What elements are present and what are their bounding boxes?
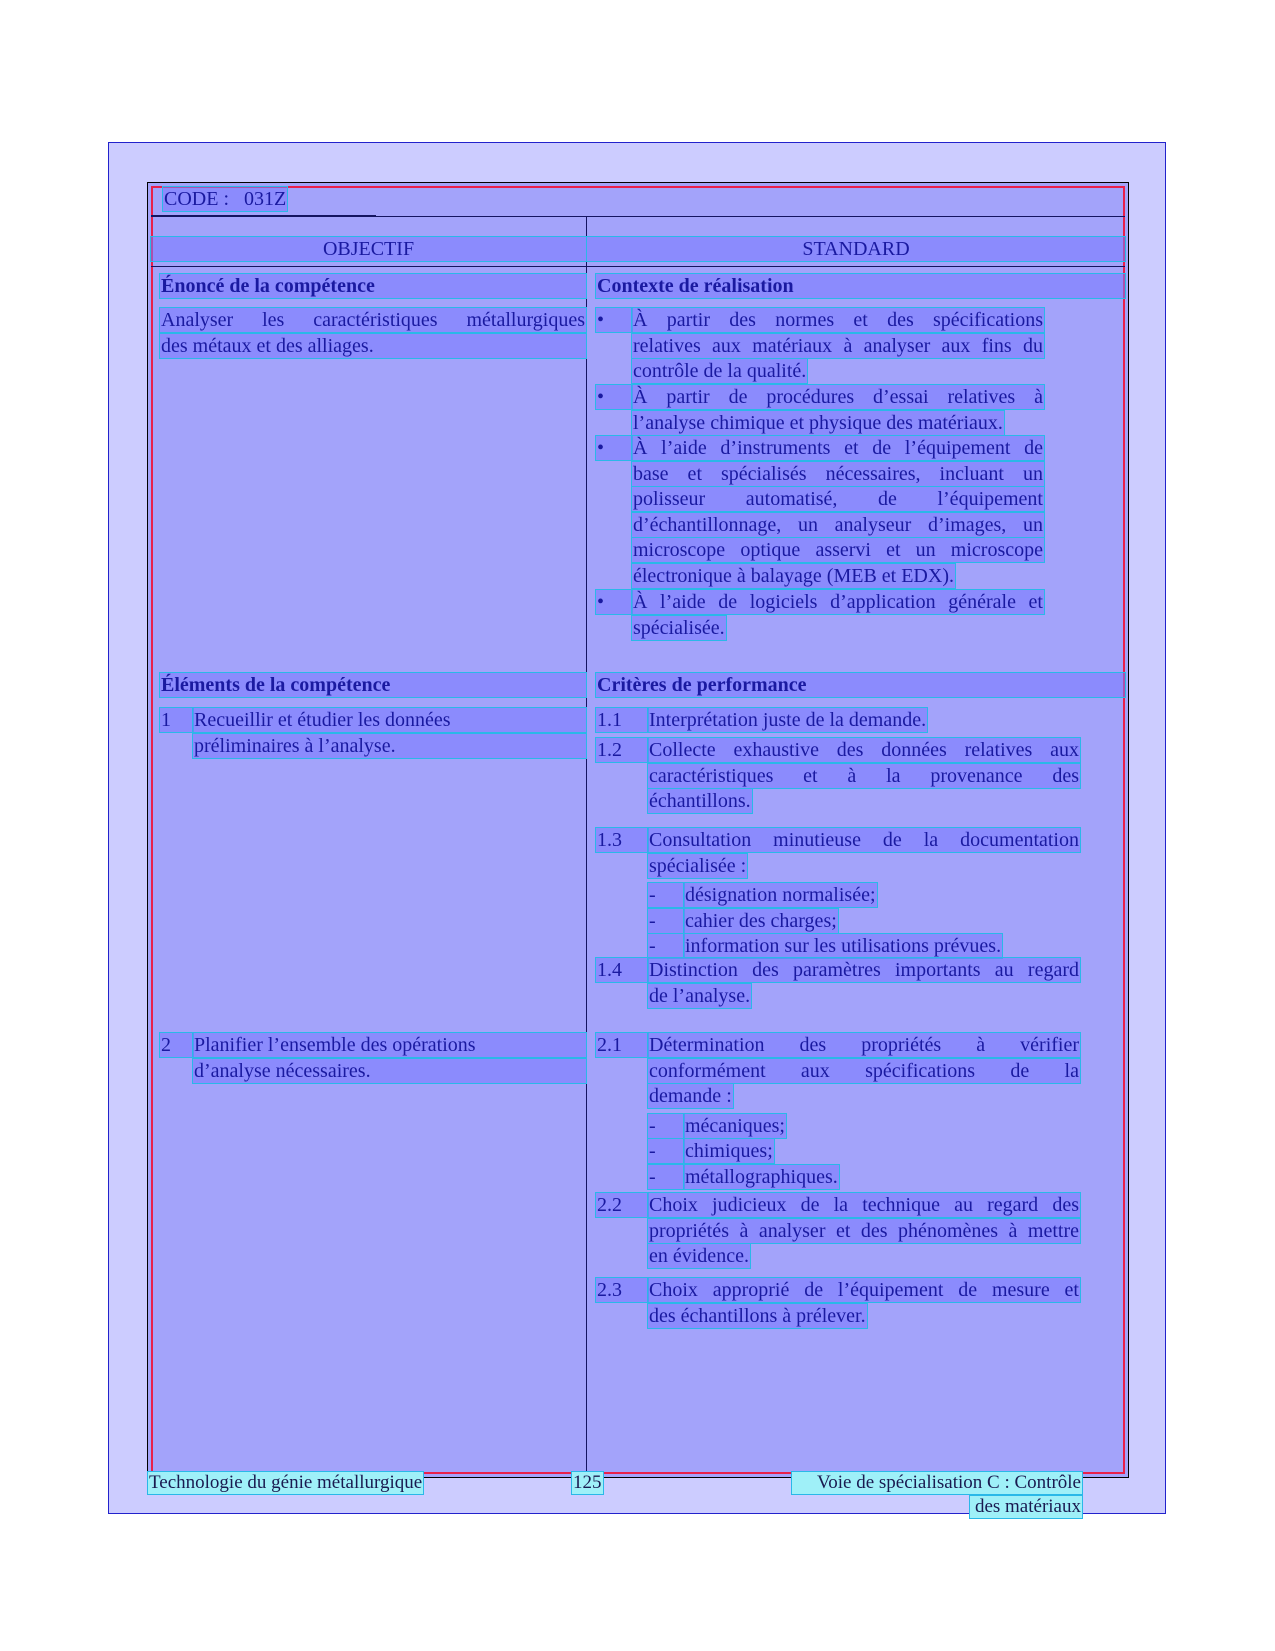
- dash-icon: -: [648, 1114, 684, 1138]
- contexte-text-line: d’échantillonnage, un analyseur d’images, un: [633, 513, 1043, 536]
- dash-icon: -: [648, 883, 684, 907]
- critere-text-line: conformément aux spécifications de la: [649, 1059, 1079, 1082]
- critere-number: 1.4: [596, 958, 648, 982]
- critere-text-line: des échantillons à prélever.: [649, 1304, 866, 1327]
- critere-text-line: propriétés à analyser et des phénomènes à mettre: [649, 1219, 1079, 1242]
- element-number: 2: [160, 1033, 193, 1057]
- bullet-icon: •: [596, 308, 632, 332]
- code-label: CODE : 031Z: [164, 188, 287, 210]
- critere-text-line: Collecte exhaustive des données relatives aux: [649, 739, 1079, 761]
- critere-text-line: en évidence.: [649, 1245, 749, 1268]
- critere-number: 2.1: [596, 1033, 648, 1057]
- critere-text-line: caractéristiques et à la provenance des: [649, 764, 1079, 787]
- footer-right-line1: Voie de spécialisation C : Contrôle: [792, 1472, 1082, 1494]
- critere-text-line: Consultation minutieuse de la documentation: [649, 829, 1079, 851]
- critere-subitem: métallographiques.: [685, 1166, 838, 1188]
- critere-subitem: chimiques;: [685, 1140, 773, 1163]
- header-bottom-rule: [151, 266, 1125, 267]
- critere-subitem: désignation normalisée;: [685, 884, 876, 907]
- critere-text-line: échantillons.: [649, 790, 751, 813]
- critere-number: 1.1: [596, 708, 648, 732]
- element-text-line: Planifier l’ensemble des opérations: [193, 1033, 586, 1057]
- contexte-text-line: relatives aux matériaux à analyser aux fins du: [633, 334, 1043, 357]
- criteres-heading: Critères de performance: [596, 673, 1125, 697]
- footer-left: Technologie du génie métallurgique: [149, 1472, 423, 1493]
- footer-right-line2: des matériaux: [970, 1496, 1082, 1518]
- critere-text-line: Détermination des propriétés à vérifier: [649, 1034, 1079, 1056]
- contexte-text-line: polisseur automatisé, de l’équipement: [633, 488, 1043, 511]
- contexte-text-line: microscope optique asservi et un microscope: [633, 539, 1043, 562]
- dash-icon: -: [648, 1139, 684, 1163]
- dash-icon: -: [648, 909, 684, 933]
- dash-icon: -: [648, 934, 684, 958]
- critere-number: 1.3: [596, 828, 648, 852]
- footer-page-number: 125: [573, 1472, 602, 1493]
- contexte-text-line: base et spécialisés nécessaires, incluant un: [633, 462, 1043, 485]
- contexte-text-line: À l’aide de logiciels d’application générale et: [633, 591, 1043, 613]
- bullet-icon: •: [596, 385, 632, 409]
- critere-text-line: de l’analyse.: [649, 984, 751, 1007]
- contexte-text-line: À partir de procédures d’essai relatives à: [633, 386, 1043, 408]
- critere-text-line: Choix judicieux de la technique au regard des: [649, 1194, 1079, 1216]
- contexte-text-line: spécialisée.: [633, 616, 725, 639]
- critere-subitem: cahier des charges;: [685, 909, 837, 932]
- element-text-line: d’analyse nécessaires.: [193, 1059, 586, 1083]
- critere-text-line: spécialisée :: [649, 854, 747, 877]
- enonce-text-line: des métaux et des alliages.: [160, 334, 586, 358]
- enonce-heading: Énoncé de la compétence: [160, 274, 586, 298]
- critere-subitem: mécaniques;: [685, 1114, 785, 1137]
- critere-text-line: demande :: [649, 1085, 732, 1108]
- element-text-line: Recueillir et étudier les données: [193, 708, 586, 732]
- column-divider: [586, 216, 587, 1478]
- critere-subitem: information sur les utilisations prévues.: [685, 935, 1002, 958]
- contexte-text-line: électronique à balayage (MEB et EDX).: [633, 565, 954, 587]
- bullet-icon: •: [596, 590, 632, 614]
- critere-text-line: Distinction des paramètres importants au regard: [649, 959, 1079, 981]
- contexte-text-line: À partir des normes et des spécifications: [633, 309, 1043, 331]
- element-text-line: préliminaires à l’analyse.: [193, 734, 586, 758]
- contexte-text-line: À l’aide d’instruments et de l’équipement de: [633, 437, 1043, 459]
- elements-heading: Éléments de la compétence: [160, 673, 586, 697]
- dash-icon: -: [648, 1165, 684, 1189]
- bullet-icon: •: [596, 436, 632, 460]
- code-value: 031Z: [244, 188, 287, 210]
- critere-text-line: Choix approprié de l’équipement de mesure et: [649, 1279, 1079, 1301]
- element-number: 1: [160, 708, 193, 732]
- contexte-text-line: contrôle de la qualité.: [633, 360, 807, 383]
- enonce-text-line: Analyser les caractéristiques métallurgiques: [161, 309, 585, 331]
- critere-text-line: Interprétation juste de la demande.: [649, 709, 927, 731]
- header-top-rule: [151, 216, 1125, 217]
- header-objectif: OBJECTIF: [151, 237, 586, 261]
- critere-number: 2.2: [596, 1193, 648, 1217]
- header-standard: STANDARD: [587, 237, 1125, 261]
- contexte-text-line: l’analyse chimique et physique des matériaux.: [633, 411, 1003, 434]
- contexte-heading: Contexte de réalisation: [596, 274, 1125, 298]
- critere-number: 2.3: [596, 1278, 648, 1302]
- critere-number: 1.2: [596, 738, 648, 762]
